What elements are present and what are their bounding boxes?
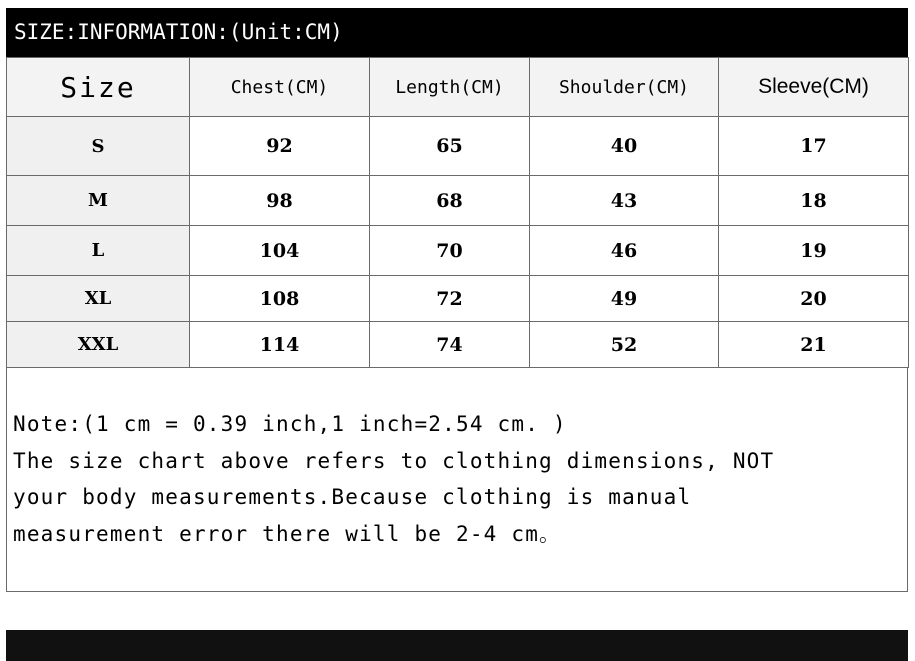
sleeve-cell: 17 [719,117,909,176]
size-note [6,368,908,592]
size-cell: S [7,117,190,176]
sleeve-cell: 19 [719,226,909,276]
note-line: The size chart above refers to clothing dimensions, NOT [13,448,775,473]
chest-cell: 108 [190,276,370,322]
table-row [7,117,909,176]
shoulder-cell: 40 [530,117,719,176]
header-size: Size [7,58,190,117]
sleeve-cell: 20 [719,276,909,322]
shoulder-cell: 52 [530,322,719,368]
length-cell: 68 [370,176,530,226]
table-header-row [7,58,909,117]
chest-cell: 98 [190,176,370,226]
note-line: measurement error there will be 2-4 cm。 [13,521,562,546]
header-shoulder: Shoulder(CM) [530,58,719,117]
chest-cell: 104 [190,226,370,276]
size-cell: XXL [7,322,190,368]
table-row [7,322,909,368]
chest-cell: 92 [190,117,370,176]
table-row [7,226,909,276]
length-cell: 65 [370,117,530,176]
sleeve-cell: 21 [719,322,909,368]
note-line: your body measurements.Because clothing is manual [13,485,692,509]
length-cell: 72 [370,276,530,322]
header-sleeve: Sleeve(CM) [719,58,909,117]
sleeve-cell: 18 [719,176,909,226]
note-line: Note:(1 cm = 0.39 inch,1 inch=2.54 cm. ) [13,412,567,436]
shoulder-cell: 43 [530,176,719,226]
shoulder-cell: 46 [530,226,719,276]
header-chest: Chest(CM) [190,58,370,117]
header-length: Length(CM) [370,58,530,117]
length-cell: 70 [370,226,530,276]
shoulder-cell: 49 [530,276,719,322]
size-cell: L [7,226,190,276]
size-info-title: SIZE:INFORMATION:(Unit:CM) [6,8,908,57]
size-cell: M [7,176,190,226]
table-row [7,276,909,322]
size-cell: XL [7,276,190,322]
length-cell: 74 [370,322,530,368]
table-row [7,176,909,226]
size-chart-table [6,57,909,368]
chest-cell: 114 [190,322,370,368]
bottom-divider-bar [6,630,908,661]
